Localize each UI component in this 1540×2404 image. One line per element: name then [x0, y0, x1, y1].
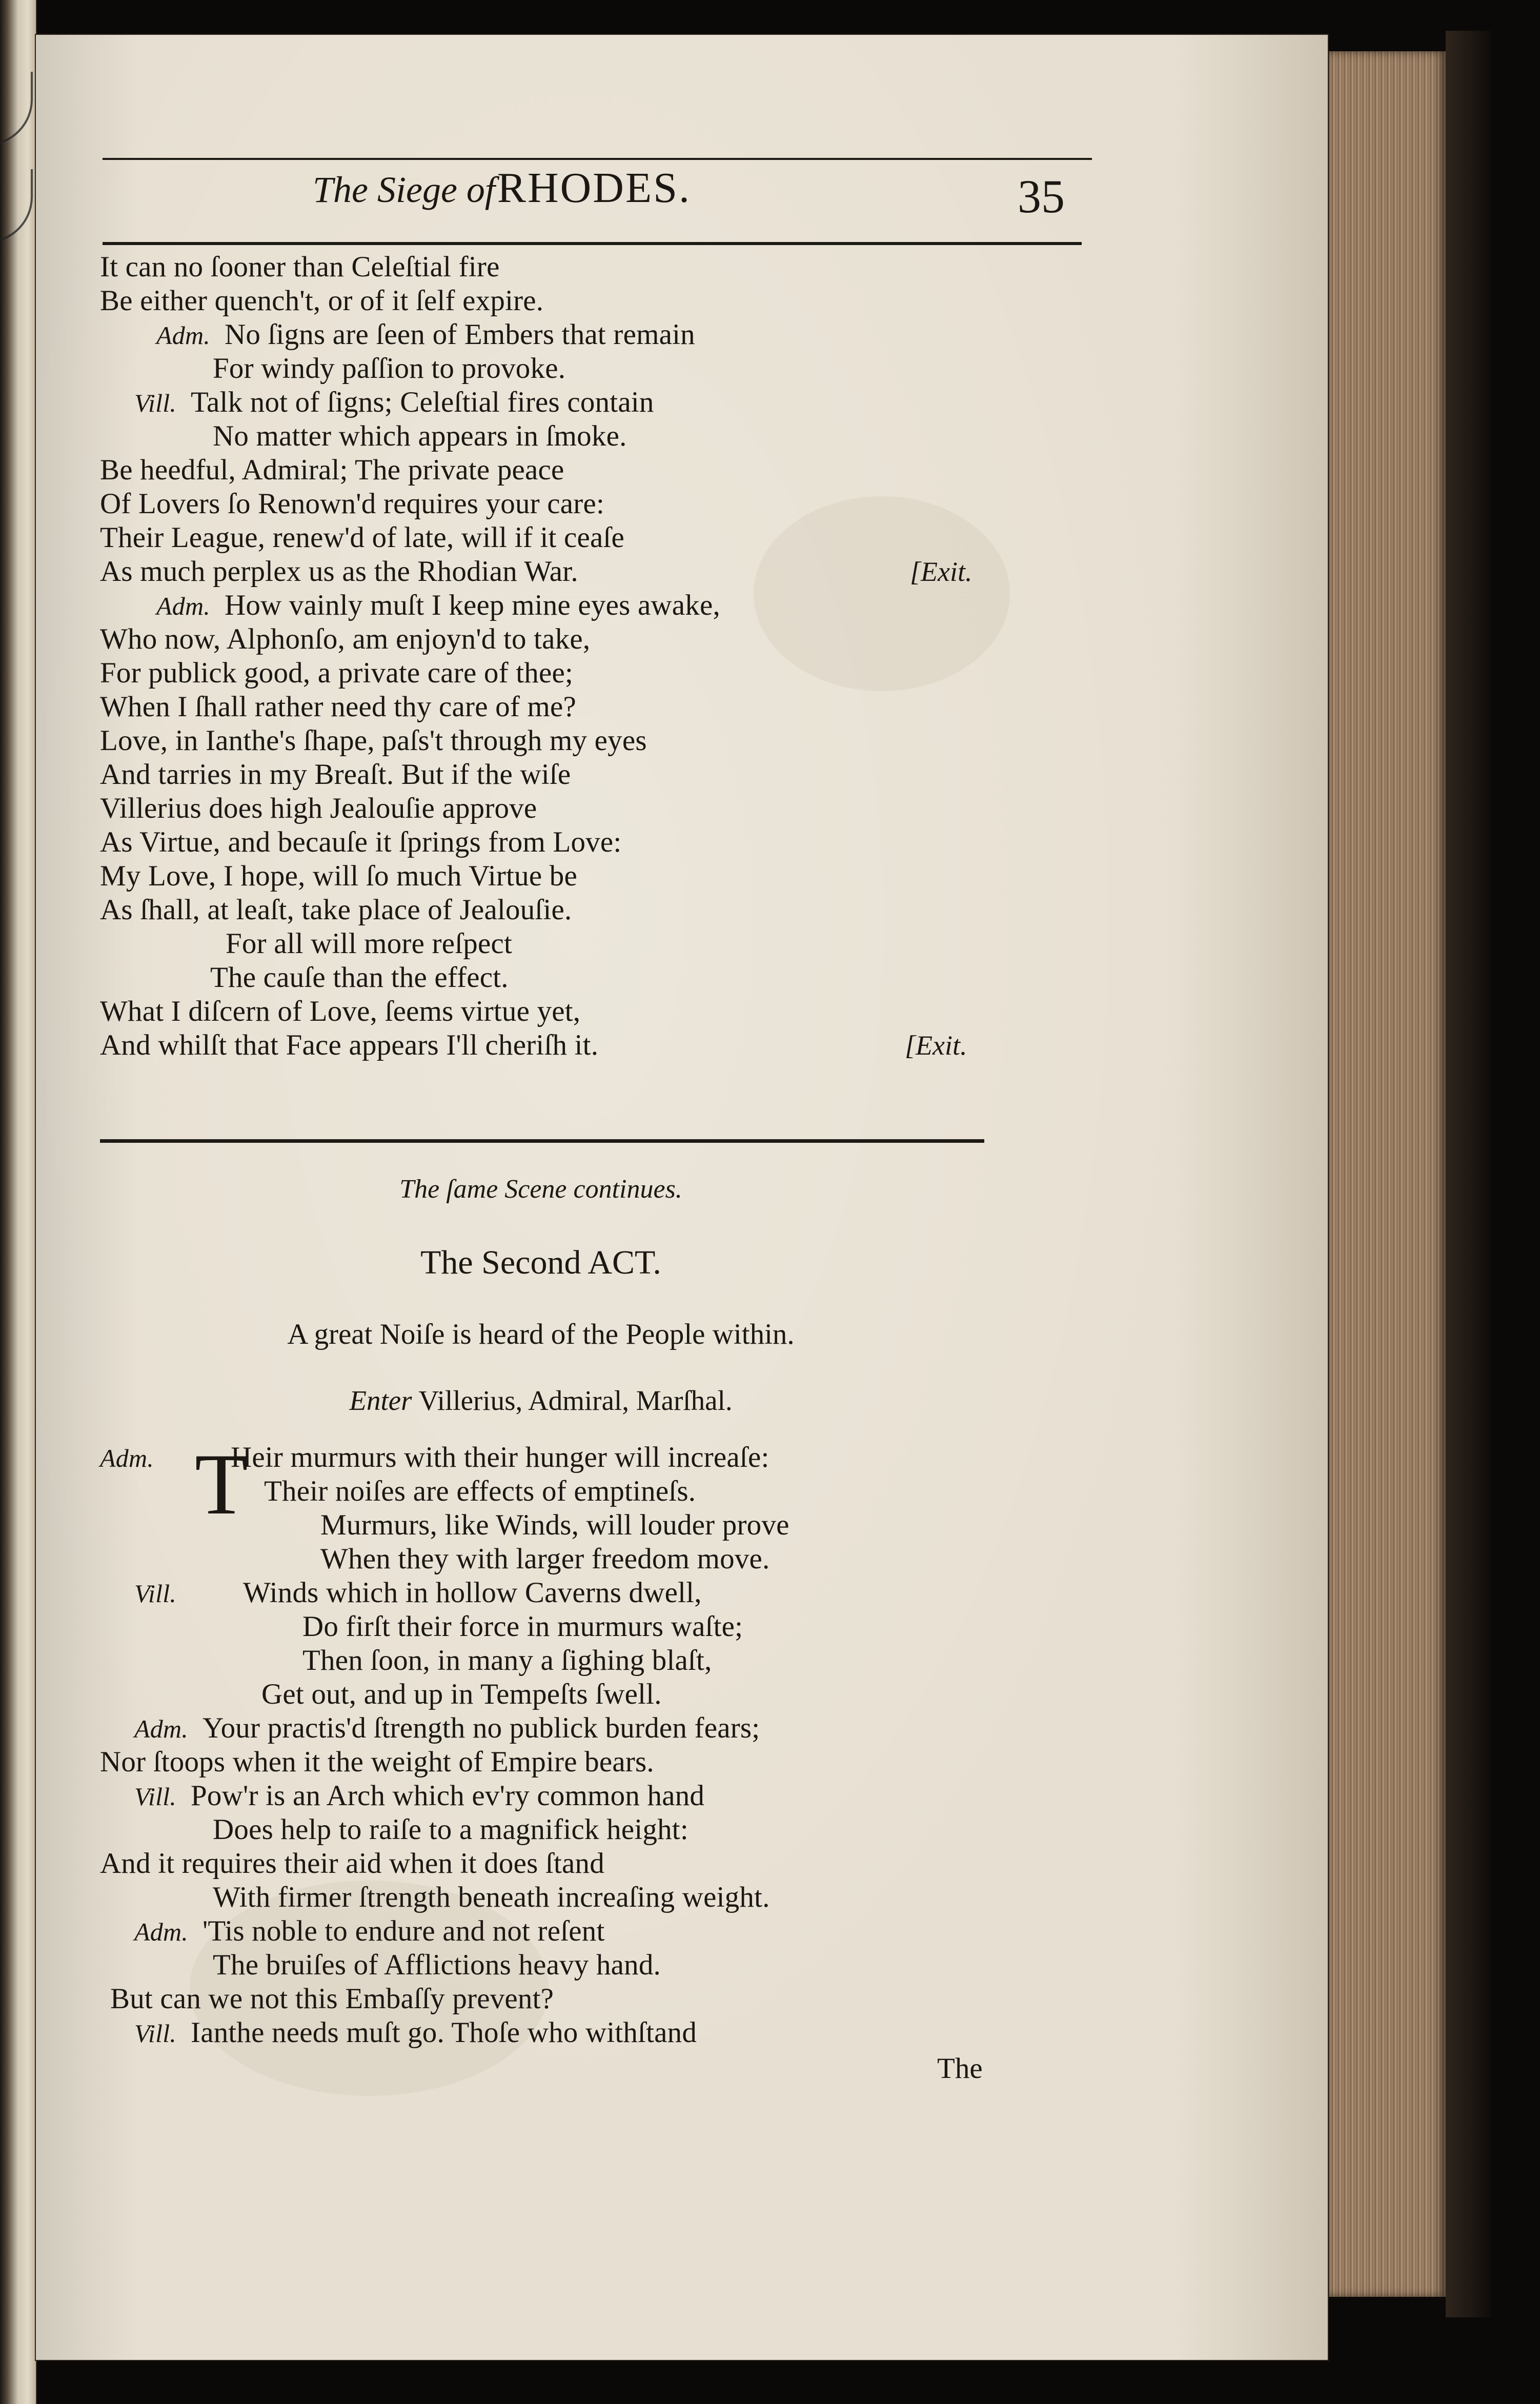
drop-cap: T: [195, 1436, 248, 1532]
speaker-label: Adm.: [156, 592, 210, 620]
line-text: 'Tis noble to endure and not reſent: [202, 1915, 605, 1947]
scene-divider-rule: [100, 1139, 984, 1143]
line-text: Winds which in hollow Caverns dwell,: [243, 1577, 702, 1609]
verse-line: [213, 1948, 661, 1982]
act-heading: The Second ACT.: [420, 1244, 661, 1281]
verse-line: [100, 995, 580, 1028]
header-bottom-rule: [103, 242, 1082, 245]
line-text: The bruiſes of Afflictions heavy hand.: [213, 1949, 661, 1981]
verse-line: [134, 1576, 702, 1610]
enter-word: Enter: [349, 1385, 412, 1416]
verse-line: [134, 386, 654, 420]
speaker-label: Vill.: [134, 2019, 177, 2048]
line-text: Then ſoon, in many a ſighing blaſt,: [302, 1644, 712, 1676]
verse-line: [213, 1881, 770, 1914]
line-text: Murmurs, like Winds, will louder prove: [320, 1509, 789, 1541]
line-text: Your practis'd ſtrength no publick burden fears;: [202, 1712, 760, 1744]
entering-characters: Villerius, Admiral, Marſhal.: [418, 1385, 733, 1416]
line-text: For windy paſſion to provoke.: [213, 352, 566, 385]
page-number: 35: [1018, 170, 1065, 223]
line-text: The cauſe than the effect.: [210, 961, 509, 994]
line-text: As ſhall, at leaſt, take place of Jealouſie.: [100, 894, 572, 926]
verse-line: [134, 1914, 605, 1949]
verse-line: [100, 622, 590, 656]
verse-line: [100, 656, 573, 690]
verse-line: [302, 1610, 743, 1644]
line-text: Get out, and up in Tempeſts ſwell.: [261, 1678, 662, 1710]
line-text: Pow'r is an Arch which ev'ry common hand: [191, 1780, 705, 1812]
left-page-edge: [0, 0, 37, 2404]
line-text: What I diſcern of Love, ſeems virtue yet,: [100, 995, 581, 1027]
line-text: Their noiſes are effects of emptineſs.: [264, 1475, 696, 1507]
verse-line: [156, 589, 720, 623]
running-header: [313, 163, 691, 213]
line-text: When I ſhall rather need thy care of me?: [100, 691, 577, 723]
speaker-label: Adm.: [156, 321, 210, 350]
verse-line: [100, 792, 537, 825]
line-text: Love, in Ianthe's ſhape, paſs't through my eyes: [100, 724, 647, 757]
line-text: Ianthe needs muſt go. Thoſe who withſtand: [191, 2016, 697, 2049]
header-title-italic: The Siege of: [313, 169, 495, 210]
verse-line: [264, 1474, 696, 1508]
line-text: As much perplex us as the Rhodian War.: [100, 555, 578, 588]
verse-line: [100, 521, 624, 555]
line-text: With firmer ſtrength beneath increaſing weight.: [213, 1881, 770, 1913]
exit-stage-direction: [Exit.: [905, 1030, 967, 1061]
line-text: Of Lovers ſo Renown'd requires your care:: [100, 488, 604, 520]
verse-line: [261, 1678, 662, 1711]
line-text: And it requires their aid when it does ſtand: [100, 1847, 604, 1880]
line-text: No ſigns are ſeen of Embers that remain: [224, 318, 695, 351]
verse-line: [213, 419, 627, 453]
stage-direction: A great Noiſe is heard of the People within.: [287, 1318, 795, 1350]
verse-line: [320, 1508, 789, 1542]
header-top-rule: [103, 158, 1092, 160]
line-text: And tarries in my Breaſt. But if the wiſe: [100, 758, 571, 791]
scene-heading: The ſame Scene continues.: [399, 1175, 682, 1204]
line-text: Heir murmurs with their hunger will increaſe:: [230, 1441, 769, 1473]
verse-line: [134, 2016, 697, 2050]
speaker-label: Adm.: [100, 1444, 154, 1472]
verse-line: [156, 318, 695, 352]
verse-line: [100, 893, 572, 927]
speaker-label: Adm.: [134, 1917, 188, 1946]
verse-line: [134, 1779, 704, 1813]
header-title-caps: RHODES.: [497, 164, 691, 212]
exit-stage-direction: [Exit.: [910, 556, 972, 587]
speaker-label: Vill.: [134, 1782, 177, 1811]
verse-line: [100, 1441, 769, 1475]
page-block-edges: [1328, 51, 1447, 2297]
verse-line: [100, 724, 647, 758]
page-curl-mark: [0, 169, 33, 243]
line-text: My Love, I hope, will ſo much Virtue be: [100, 860, 577, 892]
speaker-label: Adm.: [134, 1714, 188, 1743]
verse-line: [134, 1711, 760, 1746]
line-text: When they with larger freedom move.: [320, 1543, 770, 1575]
line-text: Does help to raiſe to a magnifick height:: [213, 1813, 688, 1846]
verse-line: [226, 927, 512, 961]
line-text: Who now, Alphonſo, am enjoyn'd to take,: [100, 623, 591, 655]
line-text: No matter which appears in ſmoke.: [213, 420, 627, 452]
verse-line: [110, 1982, 554, 2016]
verse-line: [213, 352, 565, 386]
speaker-label: Vill.: [134, 1579, 177, 1608]
verse-line: [100, 453, 564, 487]
line-text: Nor ſtoops when it the weight of Empire bears.: [100, 1746, 654, 1778]
verse-line: [100, 690, 576, 724]
verse-line: [100, 555, 578, 589]
line-text: And whilſt that Face appears I'll cheriſh it.: [100, 1029, 599, 1061]
paper-stain: [754, 496, 1010, 691]
verse-line: [100, 1028, 598, 1062]
line-text: For all will more reſpect: [226, 927, 512, 960]
line-text: Be heedful, Admiral; The private peace: [100, 454, 564, 486]
line-text: As Virtue, and becauſe it ſprings from Love:: [100, 826, 622, 858]
verse-line: [320, 1542, 769, 1576]
verse-line: [100, 284, 543, 318]
enter-direction: [100, 1384, 982, 1417]
verse-line: [100, 1847, 604, 1881]
verse-line: [100, 825, 621, 859]
page-curl-mark: [0, 72, 33, 146]
verse-line: [100, 758, 571, 792]
line-text: Villerius does high Jealouſie approve: [100, 792, 537, 824]
line-text: But can we not this Embaſſy prevent?: [110, 1983, 554, 2015]
line-text: Talk not of ſigns; Celeſtial fires contain: [191, 386, 654, 418]
line-text: It can no ſooner than Celeſtial fire: [100, 251, 500, 283]
catchword: The: [937, 2052, 983, 2085]
verse-line: [302, 1644, 712, 1678]
line-text: Do firſt their force in murmurs waſte;: [302, 1610, 743, 1643]
verse-line: [213, 1813, 688, 1847]
verse-line: [100, 250, 500, 284]
verse-line: [100, 487, 604, 521]
verse-line: [210, 961, 509, 995]
line-text: Their League, renew'd of late, will if it ceaſe: [100, 521, 625, 554]
line-text: How vainly muſt I keep mine eyes awake,: [224, 589, 720, 621]
line-text: Be either quench't, or of it ſelf expire.: [100, 285, 544, 317]
line-text: For publick good, a private care of thee;: [100, 657, 574, 689]
book-cover: [1446, 31, 1492, 2317]
verse-line: [100, 1745, 654, 1779]
verse-line: [100, 859, 577, 893]
speaker-label: Vill.: [134, 389, 177, 417]
